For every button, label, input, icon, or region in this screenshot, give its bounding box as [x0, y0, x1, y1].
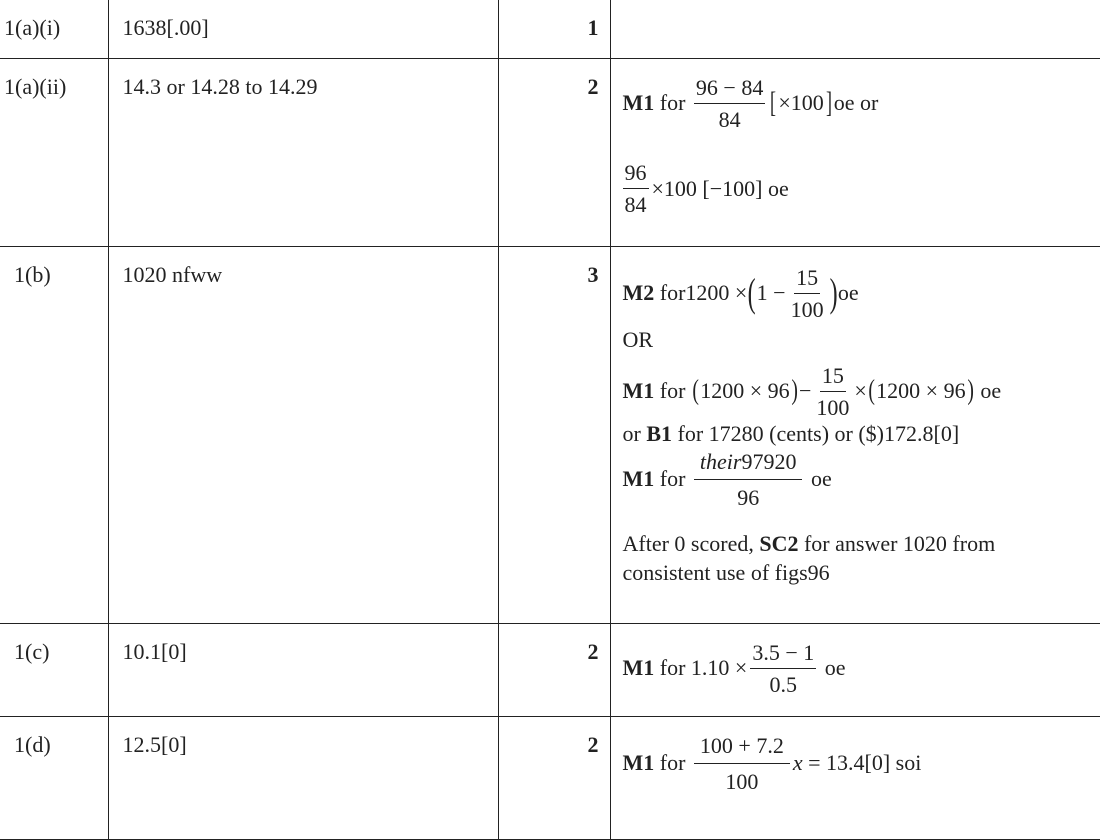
- fraction-denominator: 84: [624, 192, 647, 218]
- fraction-numerator: 96: [623, 160, 649, 189]
- fraction-numerator-italic: their: [699, 448, 742, 474]
- guidance-text: 1200 ×: [685, 280, 748, 305]
- question-cell: [0, 58, 108, 246]
- fraction-denominator: 100: [816, 394, 850, 420]
- mark-code: M1: [622, 750, 655, 775]
- fraction-numerator: 96 − 84: [694, 75, 765, 104]
- guidance-text: OR: [622, 327, 654, 353]
- guidance-text: = 13.4[0]: [808, 750, 891, 775]
- guidance-text: for: [659, 466, 686, 492]
- answer-text: 1638[.00]: [122, 15, 209, 40]
- guidance-line: [623, 420, 1095, 449]
- guidance-line: M2 for 1200 × ( 1 − $\frac{15}{100}$ ) oe: [622, 264, 859, 322]
- guidance-text: oe: [824, 655, 846, 680]
- guidance-cell: [610, 246, 1100, 623]
- guidance-text: for: [659, 655, 686, 680]
- guidance-text: for: [659, 90, 686, 115]
- fraction: [623, 160, 649, 218]
- fraction-numerator: 3.5 − 1: [750, 640, 816, 669]
- guidance-line: [623, 530, 1095, 559]
- guidance-text: oe or: [833, 90, 879, 115]
- guidance-variable: x: [792, 750, 803, 775]
- guidance-text: consistent use of figs96: [622, 560, 830, 586]
- guidance-text: for answer 1020 from: [803, 531, 996, 557]
- guidance-line: [623, 640, 1095, 698]
- guidance-cell: [610, 58, 1100, 246]
- guidance-line: M1 for ( 1200 × 96 ) − $\frac{15}{100}$ × ( 1200 × 96 ) oe: [622, 362, 1002, 420]
- answer-cell: [108, 58, 498, 246]
- guidance-text: oe: [837, 280, 859, 305]
- table-row: [0, 0, 1100, 58]
- table-row: [0, 58, 1100, 246]
- guidance-line: [623, 160, 1095, 218]
- guidance-line: [623, 733, 1095, 795]
- question-cell: [0, 716, 108, 839]
- fraction: [694, 75, 765, 133]
- question-part: 1(d): [14, 731, 51, 757]
- fraction: [694, 449, 803, 511]
- guidance-text: −: [799, 378, 812, 404]
- guidance-text: 1200 × 96: [700, 378, 790, 404]
- table-row: [0, 716, 1100, 839]
- question-part: 1(a)(ii): [4, 73, 67, 99]
- fraction: [694, 733, 790, 795]
- question-part: 1(a)(i): [4, 15, 61, 40]
- table-row: [0, 246, 1100, 623]
- fraction-denominator: 96: [737, 485, 760, 511]
- mark-code: M2: [622, 280, 655, 305]
- guidance-text: or: [622, 421, 641, 447]
- fraction-numerator: 15: [820, 363, 846, 392]
- fraction-denominator: 84: [718, 106, 741, 132]
- guidance-cell: [610, 716, 1100, 839]
- marks-value: 2: [587, 638, 599, 664]
- guidance-text: oe: [980, 378, 1002, 404]
- guidance-text: oe: [810, 466, 832, 492]
- fraction-numerator: 97920: [741, 448, 797, 474]
- answer-text: 14.3 or 14.28 to 14.29: [122, 73, 318, 99]
- guidance-text: 1.10 ×: [690, 655, 748, 680]
- mark-code: M1: [622, 466, 655, 492]
- question-cell: [0, 246, 108, 623]
- mark-code: M1: [622, 655, 655, 680]
- fraction: [789, 265, 826, 323]
- marks-value: 3: [587, 261, 599, 287]
- answer-text: 1020 nfww: [122, 261, 223, 287]
- question-cell: [0, 623, 108, 716]
- mark-code: M1: [622, 378, 655, 404]
- marks-cell: [498, 0, 610, 58]
- marks-cell: [498, 623, 610, 716]
- guidance-cell: [610, 0, 1100, 58]
- guidance-line: [623, 449, 1095, 511]
- question-cell: [0, 0, 108, 58]
- table-row: [0, 623, 1100, 716]
- answer-cell: [108, 716, 498, 839]
- guidance-text: ×100 [−100] oe: [651, 175, 789, 201]
- marks-cell: [498, 58, 610, 246]
- fraction-numerator: 15: [794, 265, 820, 294]
- answer-text: 10.1[0]: [122, 638, 187, 664]
- fraction-numerator: 100 + 7.2: [694, 733, 790, 764]
- question-part: 1(b): [14, 261, 51, 287]
- marks-value: 2: [587, 731, 599, 757]
- guidance-text: soi: [895, 750, 922, 775]
- mark-code: SC2: [759, 531, 799, 557]
- guidance-text: for: [659, 280, 686, 305]
- marks-cell: [498, 246, 610, 623]
- fraction: [750, 640, 816, 698]
- answer-cell: [108, 246, 498, 623]
- marks-cell: [498, 716, 610, 839]
- mark-code: B1: [646, 421, 673, 447]
- answer-cell: [108, 623, 498, 716]
- fraction-denominator: 100: [725, 768, 759, 794]
- mark-code: M1: [622, 90, 655, 115]
- guidance-text: for: [659, 750, 686, 775]
- question-part: 1(c): [14, 638, 50, 664]
- answer-text: 12.5[0]: [122, 731, 187, 757]
- guidance-text: ×100: [778, 90, 824, 115]
- fraction-denominator: 0.5: [769, 671, 798, 697]
- fraction: [814, 363, 851, 421]
- guidance-text: ×: [854, 378, 867, 404]
- fraction-denominator: 100: [790, 296, 824, 322]
- guidance-cell: [610, 623, 1100, 716]
- guidance-text: for: [659, 378, 686, 404]
- guidance-text: After 0 scored,: [622, 531, 754, 557]
- answer-cell: [108, 0, 498, 58]
- guidance-text: 1200 × 96: [876, 378, 966, 404]
- marks-value: 1: [587, 15, 599, 40]
- guidance-line: M1 for $\frac{96 - 84}{84}$ [ ×100 ] oe or: [622, 74, 879, 132]
- guidance-text: 1 −: [756, 280, 786, 305]
- marks-value: 2: [587, 73, 599, 99]
- guidance-text: for 17280 (cents) or ($)172.8[0]: [677, 421, 960, 447]
